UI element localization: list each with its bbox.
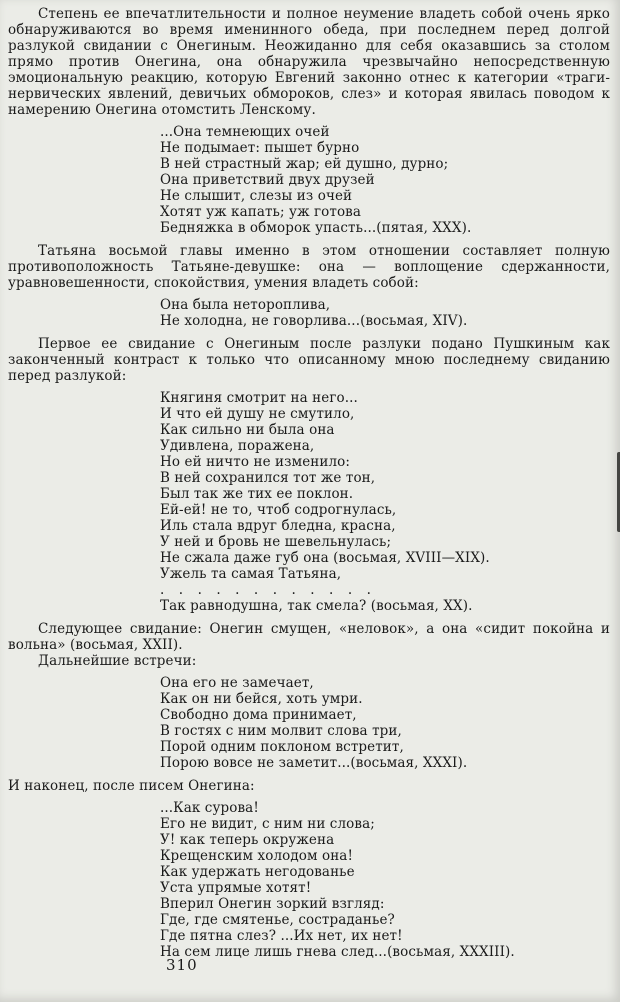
verse-line: Так равнодушна, так смела? (восьмая, XX). (160, 598, 473, 614)
verse-line: Ужель та самая Татьяна, (160, 566, 342, 582)
verse-line: ...Как сурова! (160, 800, 259, 816)
paragraph-1: Степень ее впечатлительности и полное неумение владеть собой очень ярко обнаруживаются во время именинного обеда, при последнем перед долгой разлукой свидании с Онегиным. Неожиданно для себя оказавшись за столом прямо против Онегина, она обнаружила чрезвычайно непосредственную эмоциональную реакцию, которую Евгений законно отнес к категории «траги-нервических явлений, девичьих обмороков, слез» и которая явилась поводом к намерению Онегина отомстить Ленскому. (8, 6, 610, 118)
verse-line: Где пятна слез? ...Их нет, их нет! (160, 928, 403, 944)
verse-line: Не слышит, слезы из очей (160, 188, 353, 204)
verse-line: Свободно дома принимает, (160, 707, 357, 723)
verse-line: На сем лице лишь гнева след...(восьмая, XXXIII). (160, 944, 515, 960)
verse-line: В гостях с ним молвит слова три, (160, 723, 402, 739)
verse-line: Не холодна, не говорлива...(восьмая, XIV). (160, 313, 468, 329)
verse-line: Как сильно ни была она (160, 422, 335, 438)
ellipsis-line: . . . . . . . . . . . . (160, 582, 371, 598)
verse-line: Был так же тих ее поклон. (160, 486, 354, 502)
verse-quote-3 (160, 390, 610, 614)
verse-line: Не подымает: пышет бурно (160, 140, 360, 156)
verse-line: Как он ни бейся, хоть умри. (160, 691, 363, 707)
verse-line: У ней и бровь не шевельнулась; (160, 534, 392, 550)
verse-quote-1 (160, 124, 610, 236)
verse-line: ...Она темнеющих очей (160, 124, 330, 140)
verse-line: Не сжала даже губ она (восьмая, XVIII—XIX). (160, 550, 490, 566)
verse-line: Иль стала вдруг бледна, красна, (160, 518, 396, 534)
page-number: 310 (166, 956, 198, 974)
verse-line: Порой одним поклоном встретит, (160, 739, 404, 755)
verse-line: У! как теперь окружена (160, 832, 335, 848)
paragraph-3: Первое ее свидание с Онегиным после разлуки подано Пушкиным как законченный контраст к только что описанному мною последнему свиданию перед разлукой: (8, 336, 610, 384)
verse-line: Уста упрямые хотят! (160, 880, 312, 896)
verse-line: Она была нетороплива, (160, 297, 331, 313)
verse-line: Но ей ничто не изменило: (160, 454, 351, 470)
paragraph-6: И наконец, после писем Онегина: (8, 778, 255, 794)
verse-line: Крещенским холодом она! (160, 848, 353, 864)
verse-line: Удивлена, поражена, (160, 438, 315, 454)
paragraph-4: Следующее свидание: Онегин смущен, «неловок», а она «сидит покойна и вольна» (восьмая, XXII). (8, 621, 610, 653)
verse-quote-5 (160, 800, 610, 960)
verse-line: В ней страстный жар; ей душно, дурно; (160, 156, 449, 172)
verse-line: Бедняжка в обморок упасть...(пятая, XXX). (160, 220, 472, 236)
verse-line: Его не видит, с ним ни слова; (160, 816, 375, 832)
paragraph-5: Дальнейшие встречи: (38, 653, 197, 669)
verse-line: В ней сохранился тот же тон, (160, 470, 376, 486)
verse-line: Ей-ей! не то, чтоб содрогнулась, (160, 502, 397, 518)
verse-quote-4 (160, 675, 610, 771)
verse-line: Где, где смятенье, состраданье? (160, 912, 395, 928)
verse-line: Княгиня смотрит на него... (160, 390, 358, 406)
verse-line: Она приветствий двух друзей (160, 172, 375, 188)
verse-line: Хотят уж капать; уж готова (160, 204, 362, 220)
verse-line: И что ей душу не смутило, (160, 406, 355, 422)
verse-line: Она его не замечает, (160, 675, 314, 691)
verse-quote-2 (160, 297, 610, 329)
verse-line: Вперил Онегин зоркий взгляд: (160, 896, 385, 912)
verse-line: Как удержать негодованье (160, 864, 355, 880)
paragraph-2: Татьяна восьмой главы именно в этом отношении составляет полную противоположность Татьяне-девушке: она — воплощение сдержанности, уравновешенности, спокойствия, умения владеть собой: (8, 243, 610, 291)
verse-line: Порою вовсе не заметит...(восьмая, XXXI). (160, 755, 468, 771)
